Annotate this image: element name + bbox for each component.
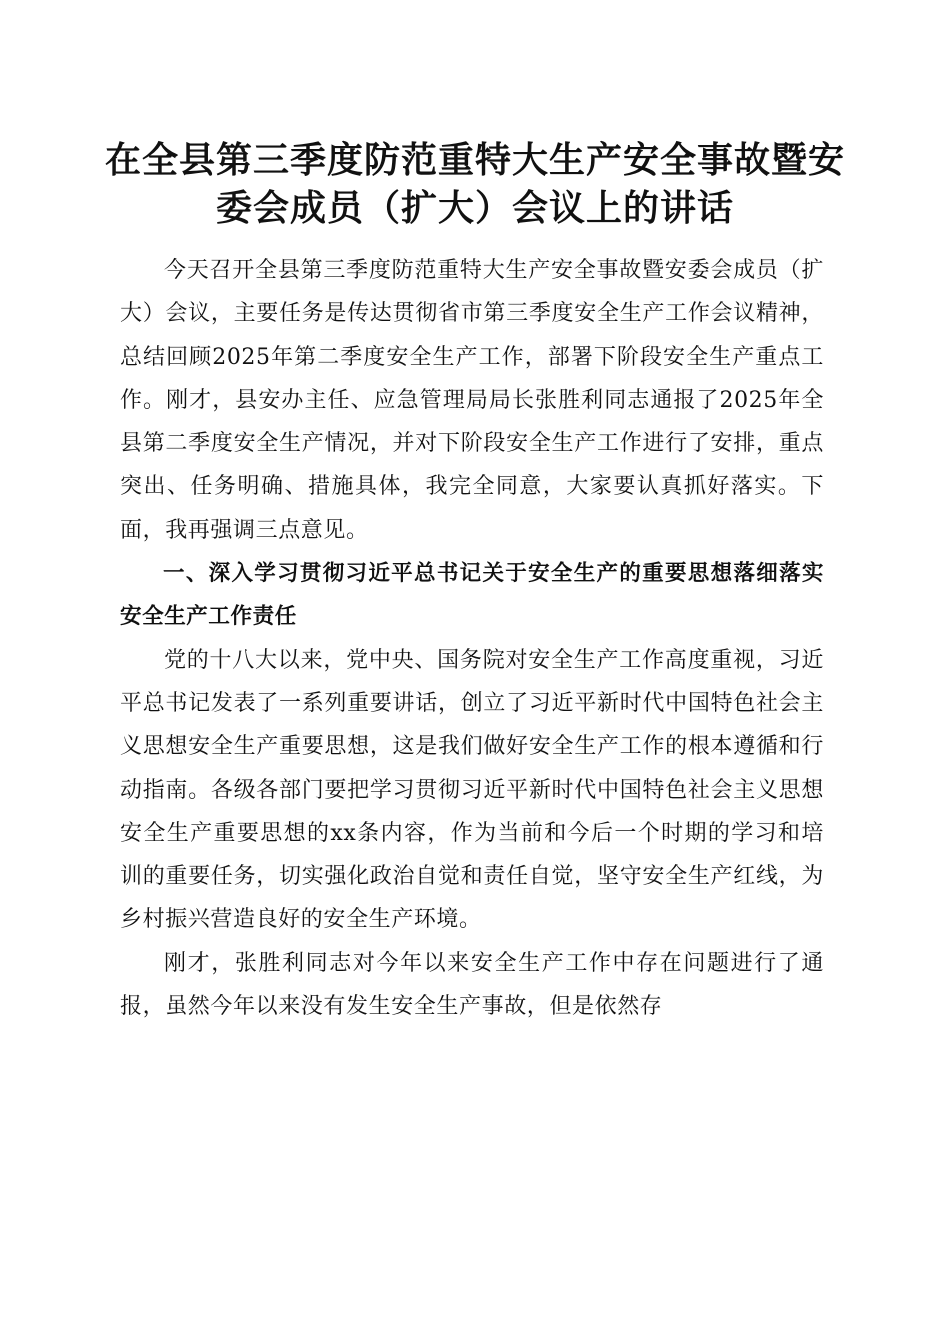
- section-1-paragraph-2: 刚才，张胜利同志对今年以来安全生产工作中存在问题进行了通报，虽然今年以来没有发生安全生产事故，但是依然存: [120, 950, 824, 1020]
- document-title-line-2: 委会成员（扩大）会议上的讲话: [215, 187, 734, 229]
- document-body: [120, 249, 824, 1028]
- section-heading-1: 一、深入学习贯彻习近平总书记关于安全生产的重要思想落细落实安全生产工作责任: [120, 561, 824, 630]
- document-title-line-1: 在全县第三季度防范重特大生产安全事故暨安: [104, 139, 845, 181]
- intro-paragraph: 今天召开全县第三季度防范重特大生产安全事故暨安委会成员（扩大）会议，主要任务是传达贯彻省市第三季度安全生产工作会议精神，总结回顾2025年第二季度安全生产工作，部署下阶段安全生产重点工作。刚才，县安办主任、应急管理局局长张胜利同志通报了2025年全县第二季度安全生产情况，并对下阶段安全生产工作进行了安排，重点突出、任务明确、措施具体，我完全同意，大家要认真抓好落实。下面，我再强调三点意见。: [120, 258, 824, 543]
- section-1-paragraph-1: 党的十八大以来，党中央、国务院对安全生产工作高度重视，习近平总书记发表了一系列重要讲话，创立了习近平新时代中国特色社会主义思想安全生产重要思想，这是我们做好安全生产工作的根本遵循和行动指南。各级各部门要把学习贯彻习近平新时代中国特色社会主义思想安全生产重要思想的xx条内容，作为当前和今后一个时期的学习和培训的重要任务，切实强化政治自觉和责任自觉，坚守安全生产红线，为乡村振兴营造良好的安全生产环境。: [120, 647, 824, 933]
